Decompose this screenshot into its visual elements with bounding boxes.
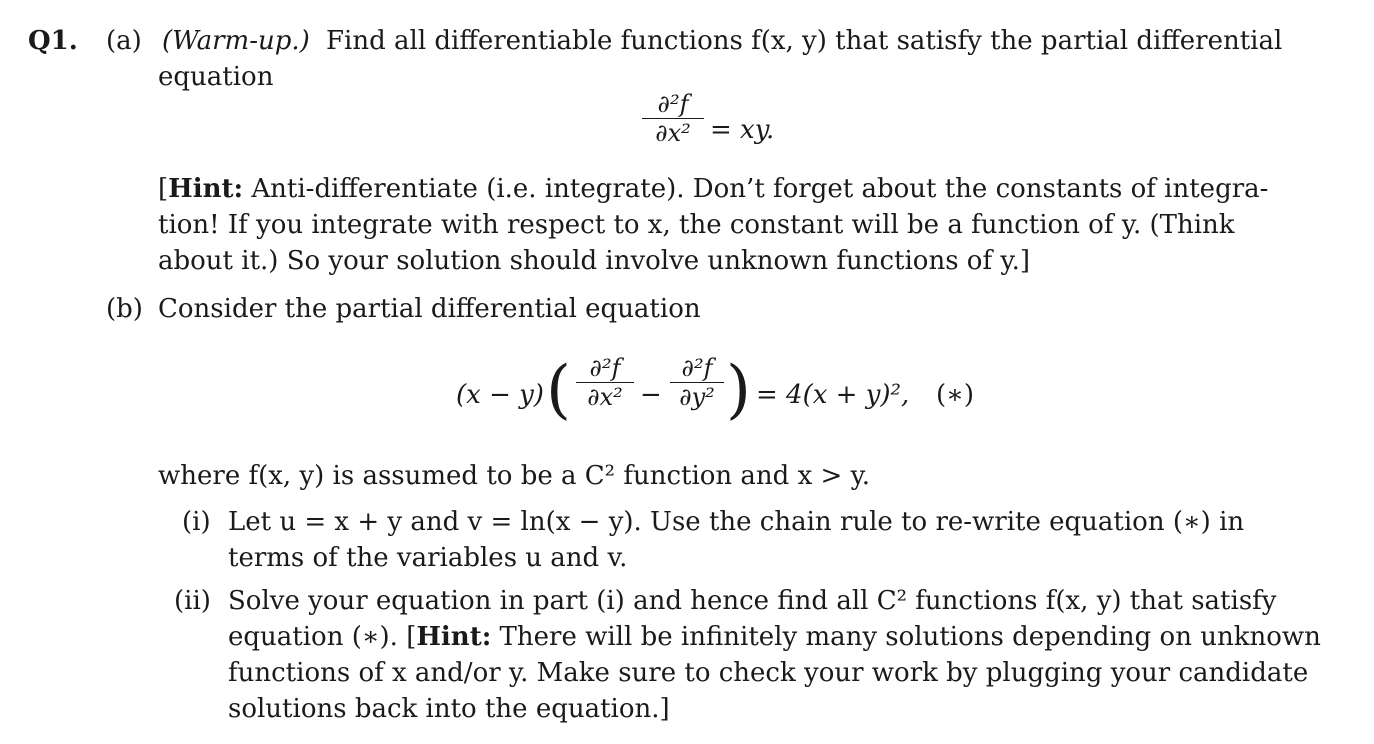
hint-a-line1-text: Anti-differentiate (i.e. integrate). Don’t forget about the constants of integra- bbox=[251, 174, 1269, 204]
part-ii-line3: functions of x and/or y. Make sure to check your work by plugging your candidate bbox=[228, 658, 1309, 688]
equation-2-frac1-numerator: ∂²f bbox=[589, 354, 621, 382]
equation-2-frac2-numerator: ∂²f bbox=[681, 354, 713, 382]
equation-2-rhs: = 4(x + y)², bbox=[756, 380, 910, 410]
part-ii-line1: Solve your equation in part (i) and hence find all C² functions f(x, y) that satisfy bbox=[228, 586, 1277, 616]
part-a-text-line2: equation bbox=[158, 62, 274, 92]
equation-2-frac1-denominator: ∂x² bbox=[587, 383, 623, 411]
hint-a-open-bracket: [ bbox=[158, 174, 169, 204]
part-i-line2: terms of the variables u and v. bbox=[228, 543, 628, 573]
equation-2-frac2-denominator: ∂y² bbox=[679, 383, 715, 411]
equation-2-fraction-2 bbox=[670, 354, 724, 411]
part-b-text: Consider the partial differential equation bbox=[158, 294, 701, 324]
hint-a-line2: tion! If you integrate with respect to x, the constant will be a function of y. (Think bbox=[158, 210, 1235, 240]
equation-1-fraction bbox=[642, 90, 704, 147]
part-ii-label: (ii) bbox=[174, 586, 211, 616]
where-line: where f(x, y) is assumed to be a C² function and x > y. bbox=[158, 461, 871, 491]
equation-1-denominator: ∂x² bbox=[655, 119, 691, 147]
part-a-text-line1: Find all differentiable functions f(x, y) that satisfy the partial differential bbox=[326, 26, 1283, 56]
part-ii-line2 bbox=[228, 619, 1321, 655]
hint-a-bold: Hint: bbox=[168, 174, 244, 204]
equation-1-numerator: ∂²f bbox=[657, 90, 689, 118]
equation-2-fraction-1 bbox=[576, 354, 634, 411]
equation-2-minus: − bbox=[640, 380, 662, 410]
equation-2-tag: (∗) bbox=[936, 380, 974, 410]
equation-2-left-paren: ( bbox=[546, 353, 571, 427]
hint-a-line3: about it.) So your solution should involve unknown functions of y.] bbox=[158, 246, 1030, 276]
part-i-label: (i) bbox=[182, 507, 211, 537]
warmup-label: (Warm-up.) bbox=[162, 26, 310, 56]
question-number: Q1. bbox=[28, 26, 78, 56]
hint-a-line1 bbox=[158, 171, 1268, 207]
part-i-line1: Let u = x + y and v = ln(x − y). Use the chain rule to re-write equation (∗) in bbox=[228, 507, 1245, 537]
part-ii-line2-pre: equation (∗). [ bbox=[228, 622, 417, 652]
equation-2-right-paren: ) bbox=[726, 353, 751, 427]
equation-2-factor: (x − y) bbox=[456, 380, 544, 410]
equation-1-rhs: = xy. bbox=[710, 115, 775, 145]
part-ii-hint-bold: Hint: bbox=[416, 622, 492, 652]
part-ii-line2-post: There will be infinitely many solutions depending on unknown bbox=[491, 622, 1321, 652]
part-a-label: (a) bbox=[106, 26, 142, 56]
part-b-label: (b) bbox=[106, 294, 143, 324]
part-ii-line4: solutions back into the equation.] bbox=[228, 694, 670, 724]
